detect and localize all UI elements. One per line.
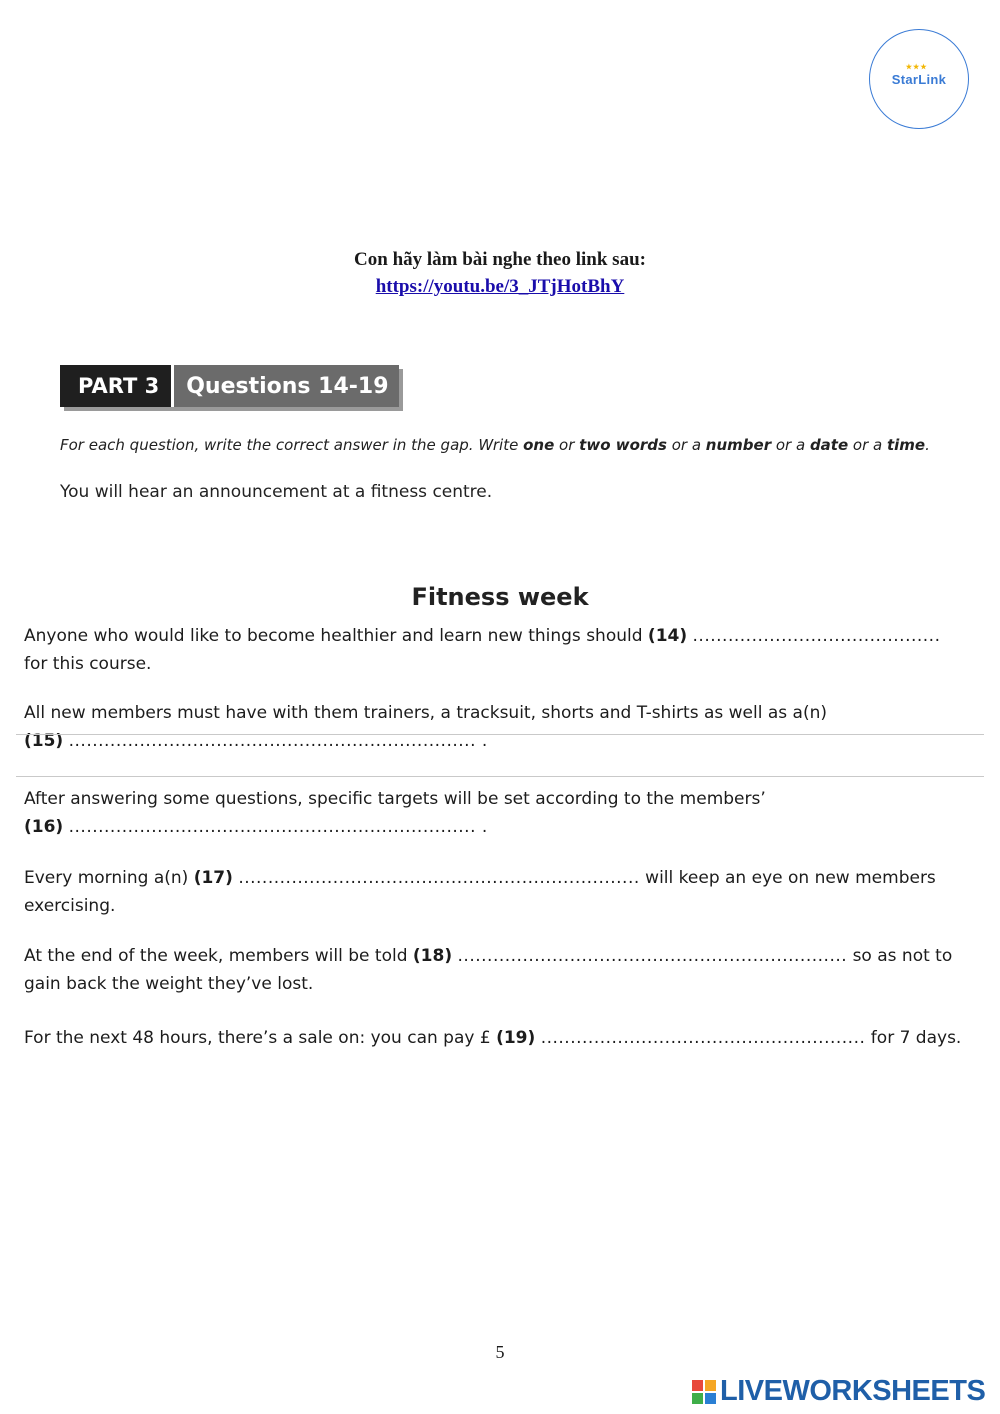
page-number: 5 (495, 1342, 505, 1362)
logo-text: ★★★ StarLink (891, 63, 947, 87)
answer-gap[interactable]: .................................................................... (238, 868, 640, 888)
question-18: At the end of the week, members will be told (18) .................................................................. so as not to gain back the weight they’ve lost. (24, 946, 953, 994)
context-text: You will hear an announcement at a fitness centre. (60, 482, 493, 502)
question-19: For the next 48 hours, there’s a sale on: you can pay £ (19) ....................................................... for 7 days. (24, 1028, 962, 1048)
answer-gap[interactable]: ..................................................................... . (68, 817, 488, 837)
question-number: (15) (24, 731, 64, 751)
divider-line (16, 734, 984, 735)
question-number: (16) (24, 817, 64, 837)
youtube-link[interactable]: https://youtu.be/3_JTjHotBhY (375, 276, 625, 297)
answer-gap[interactable]: ..................................................................... . (68, 731, 488, 751)
instruction-text: Con hãy làm bài nghe theo link sau: (354, 249, 646, 270)
liveworksheets-logo-icon (692, 1380, 716, 1404)
part-banner (60, 365, 399, 407)
questions-label: Questions 14-19 (174, 365, 398, 407)
logo-stars-icon: ★★★ (905, 63, 928, 71)
answer-gap[interactable]: .................................................................. (457, 946, 848, 966)
answer-gap[interactable]: .......................................... (692, 626, 941, 646)
question-number: (19) (496, 1028, 536, 1048)
question-number: (17) (193, 868, 233, 888)
task-instruction: For each question, write the correct answer in the gap. Write one or two words or a number or a date or a time. (60, 436, 930, 454)
part-label: PART 3 (60, 365, 174, 407)
liveworksheets-text: LIVEWORKSHEETS (720, 1375, 986, 1407)
question-number: (18) (412, 946, 453, 966)
listening-instruction (0, 246, 1000, 300)
divider-line (16, 776, 984, 777)
starlink-logo (869, 29, 969, 129)
question-number: (14) (647, 626, 688, 646)
answer-gap[interactable]: ....................................................... (540, 1028, 866, 1048)
question-14: Anyone who would like to become healthier and learn new things should (14) .......................................... for this course. (24, 626, 941, 674)
question-16: After answering some questions, specific targets will be set according to the members’ (16) ..................................................................... . (24, 789, 766, 837)
question-15: All new members must have with them trainers, a tracksuit, shorts and T-shirts as well as a(n) (15) ..................................................................... . (24, 703, 827, 751)
worksheet-title: Fitness week (411, 583, 589, 611)
liveworksheets-watermark (692, 1375, 985, 1408)
question-17: Every morning a(n) (17) .................................................................... will keep an eye on new members exercising. (24, 868, 936, 916)
